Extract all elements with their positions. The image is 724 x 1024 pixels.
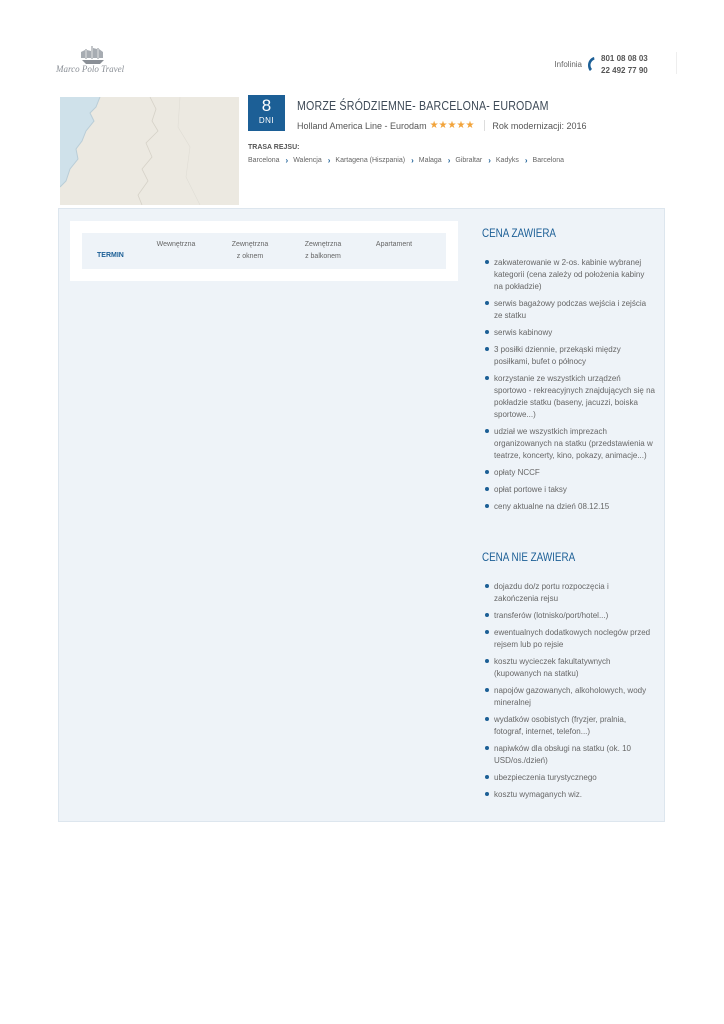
star-icon: ★	[429, 119, 439, 131]
route-port: Barcelona	[248, 157, 280, 164]
chevron-right-icon: ›	[488, 156, 491, 165]
includes-list	[485, 257, 655, 518]
logo	[56, 44, 140, 80]
route-label: TRASA REJSU:	[248, 144, 300, 151]
ship-logo-icon	[78, 44, 108, 66]
list-item: serwis kabinowy	[485, 327, 655, 339]
route-port: Gibraltar	[455, 157, 483, 164]
list-item: kosztu wymaganych wiz.	[485, 789, 655, 801]
route-port: Walencja	[293, 157, 322, 164]
route-map[interactable]	[60, 97, 239, 205]
list-item: ewentualnych dodatkowych noclegów przed rejsem lub po rejsie	[485, 627, 655, 651]
phone-number-2[interactable]: 22 492 77 90	[601, 66, 648, 75]
header-divider	[676, 52, 677, 74]
column-header-suite: Apartament	[375, 241, 413, 248]
days-label: DNI	[258, 116, 275, 125]
list-item: transferów (lotnisko/port/hotel...)	[485, 610, 655, 622]
excludes-list	[485, 581, 655, 806]
list-item: dojazdu do/z portu rozpoczęcia i zakończenia rejsu	[485, 581, 655, 605]
includes-title: CENA ZAWIERA	[482, 226, 556, 240]
map-graphic	[60, 97, 239, 205]
star-icon: ★	[438, 119, 448, 131]
rating-stars	[430, 121, 475, 131]
cruise-subline	[297, 120, 586, 131]
termin-label: TERMIN	[97, 252, 124, 259]
chevron-right-icon: ›	[327, 156, 331, 165]
logo-text: Marco Polo Travel	[56, 64, 125, 74]
route-port: Kadyks	[495, 157, 519, 164]
list-item: ceny aktualne na dzień 08.12.15	[485, 501, 655, 513]
list-item: opłaty NCCF	[485, 467, 655, 479]
infolinia-label: Infolinia	[554, 60, 582, 69]
star-icon: ★	[465, 119, 475, 131]
list-item: udział we wszystkich imprezach organizowanych na statku (przedstawienia w teatrze, koncerty, kino, pokazy, animacje...)	[485, 426, 655, 462]
chevron-right-icon: ›	[285, 156, 289, 165]
list-item: napojów gazowanych, alkoholowych, wody mineralnej	[485, 685, 655, 709]
route-ports	[248, 156, 564, 165]
chevron-right-icon: ›	[447, 156, 451, 165]
list-item: zakwaterowanie w 2-os. kabinie wybranej kategorii (cena zależy od położenia kabiny na pokładzie)	[485, 257, 655, 293]
list-item: ubezpieczenia turystycznego	[485, 772, 655, 784]
column-header-inside: Wewnętrzna	[156, 241, 196, 248]
list-item: kosztu wycieczek fakultatywnych (kupowanych na statku)	[485, 656, 655, 680]
cruise-line-ship: Holland America Line - Eurodam	[297, 120, 427, 131]
chevron-right-icon: ›	[411, 156, 414, 165]
subline-divider	[484, 120, 485, 131]
route-port: Kartagena (Hiszpania)	[335, 157, 406, 164]
list-item: 3 posiłki dziennie, przekąski między posiłkami, bufet o północy	[485, 344, 655, 368]
star-icon: ★	[447, 119, 457, 131]
list-item: opłat portowe i taksy	[485, 484, 655, 496]
phone-icon	[586, 56, 596, 72]
list-item: korzystanie ze wszystkich urządzeń sportowo - rekreacyjnych znajdujących się na pokładzie statku (baseny, jacuzzi, boiska sportowe...)	[485, 373, 655, 421]
list-item: wydatków osobistych (fryzjer, pralnia, fotograf, internet, telefon...)	[485, 714, 655, 738]
route-port: Barcelona	[532, 157, 565, 164]
excludes-title: CENA NIE ZAWIERA	[482, 550, 576, 564]
list-item: serwis bagażowy podczas wejścia i zejścia ze statku	[485, 298, 655, 322]
modernization-year: Rok modernizacji: 2016	[492, 120, 587, 131]
star-icon: ★	[456, 119, 466, 131]
chevron-right-icon: ›	[524, 156, 528, 165]
days-badge	[248, 95, 285, 131]
days-number: 8	[261, 96, 272, 115]
column-header-oceanview: Zewnętrzna z oknem	[231, 241, 269, 260]
phone-numbers	[601, 53, 648, 77]
cruise-title: MORZE ŚRÓDZIEMNE- BARCELONA- EURODAM	[297, 98, 549, 113]
column-header-balcony: Zewnętrzna z balkonem	[304, 241, 342, 260]
phone-number-1[interactable]: 801 08 08 03	[601, 54, 648, 63]
route-port: Malaga	[418, 157, 442, 164]
list-item: napiwków dla obsługi na statku (ok. 10 USD/os./dzień)	[485, 743, 655, 767]
